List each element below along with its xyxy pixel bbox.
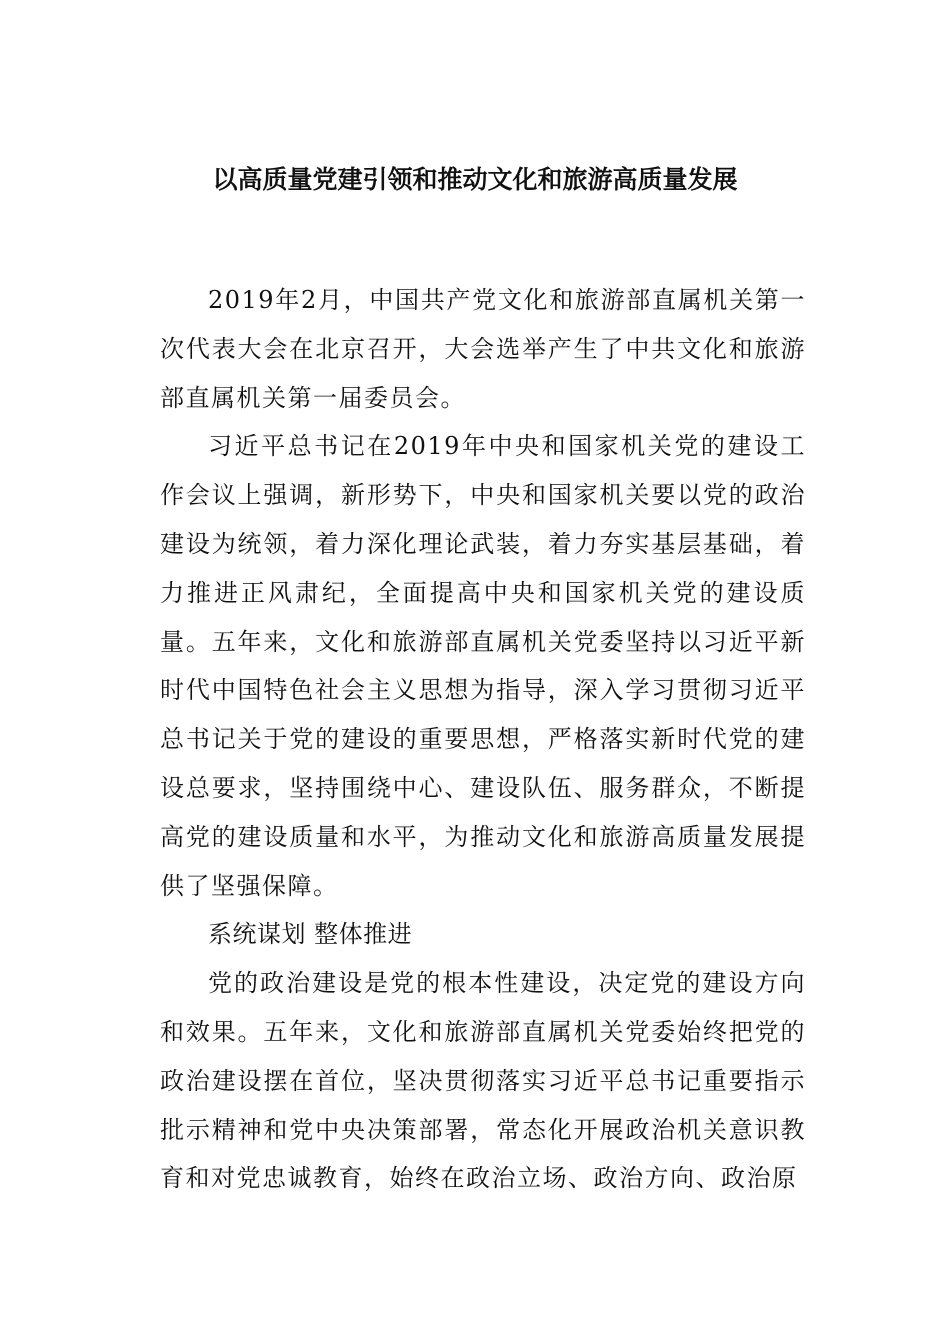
paragraph: 习近平总书记在2019年中央和国家机关党的建设工作会议上强调，新形势下，中央和国家机关要以党的政治建设为统领，着力深化理论武装，着力夯实基层基础，着力推进正风肃纪，全面提高中央和国家机关党的建设质量。五年来，文化和旅游部直属机关党委坚持以习近平新时代中国特色社会主义思想为指导，深入学习贯彻习近平总书记关于党的建设的重要思想，严格落实新时代党的建设总要求，坚持围绕中心、建设队伍、服务群众，不断提高党的建设质量和水平，为推动文化和旅游高质量发展提供了坚强保障。 (160, 432, 806, 900)
paragraph: 党的政治建设是党的根本性建设，决定党的建设方向和效果。五年来，文化和旅游部直属机关党委始终把党的政治建设摆在首位，坚决贯彻落实习近平总书记重要指示批示精神和党中央决策部署，常态化开展政治机关意识教育和对党忠诚教育，始终在政治立场、政治方向、政治原 (160, 969, 806, 1193)
section-heading: 系统谋划 整体推进 (208, 920, 413, 949)
document-body (160, 276, 806, 1203)
paragraph: 2019年2月，中国共产党文化和旅游部直属机关第一次代表大会在北京召开，大会选举产生了中共文化和旅游部直属机关第一届委员会。 (160, 286, 806, 412)
document-title: 以高质量党建引领和推动文化和旅游高质量发展 (212, 165, 738, 194)
